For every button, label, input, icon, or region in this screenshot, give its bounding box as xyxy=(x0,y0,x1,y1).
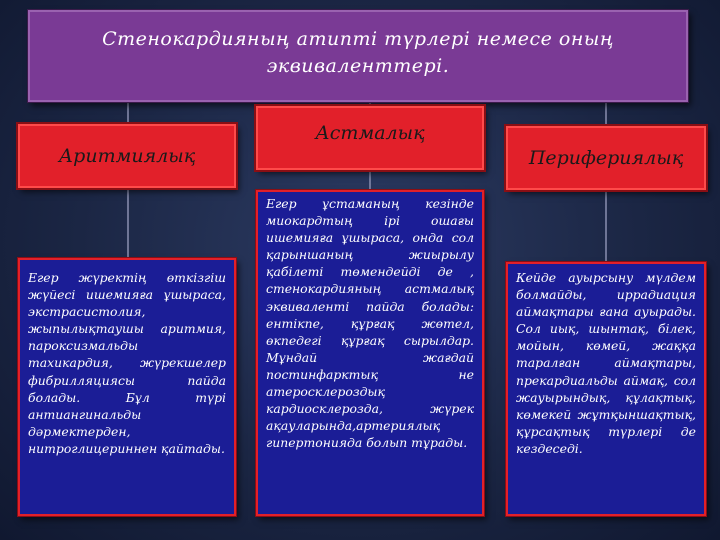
heading-arrhythmic xyxy=(18,124,236,188)
heading-arrhythmic-label: Аритмиялық xyxy=(58,145,196,167)
text-asthmatic: Егер ұстаманың кезінде миокардтың ірі ошағы ишемияға ұшыраса, онда сол қарыншаның жиырылу қабілеті төмендейді де , стенокардияның астмалық эквиваленті пайда болады: ентікпе, құрғақ жөтел, өкпедегі құрғақ сырылдар. Мұндай жағдай постинфарктық не атеросклероздық кардиосклерозда, жүрек ақауларында,артериялық гипертонияда болып тұрады. xyxy=(256,190,484,516)
diagram-title xyxy=(28,10,688,102)
title-line-2: эквиваленттері. xyxy=(266,55,450,77)
text-arrhythmic: Егер жүректің өткізгіш жүйесі ишемияға ұшыраса, экстрасистолия, жыпылықтаушы аритмия, пароксизмальды тахикардия, жүрекшелер фибрилляциясы пайда болады. Бұл түрі антиангинальды дәрмектерден, нитроглицериннен қайтады. xyxy=(18,258,236,516)
heading-asthmatic-label: Астмалық xyxy=(315,122,425,144)
heading-asthmatic xyxy=(256,106,484,170)
heading-peripheral xyxy=(506,126,706,190)
heading-peripheral-label: Перифериялық xyxy=(528,147,684,169)
text-peripheral: Кейде ауырсыну мүлдем болмайды, иррадиация аймақтары ғана ауырады. Сол иық, шынтақ, білек, мойын, көмей, жаққа таралған аймақтары, прекардиальды аймақ, сол жауырындық, құлақтық, көмекей жұтқыншақтық, құрсақтық түрлері де кездеседі. xyxy=(506,262,706,516)
title-line-1: Стенокардияның атипті түрлері немесе оның xyxy=(102,28,614,50)
